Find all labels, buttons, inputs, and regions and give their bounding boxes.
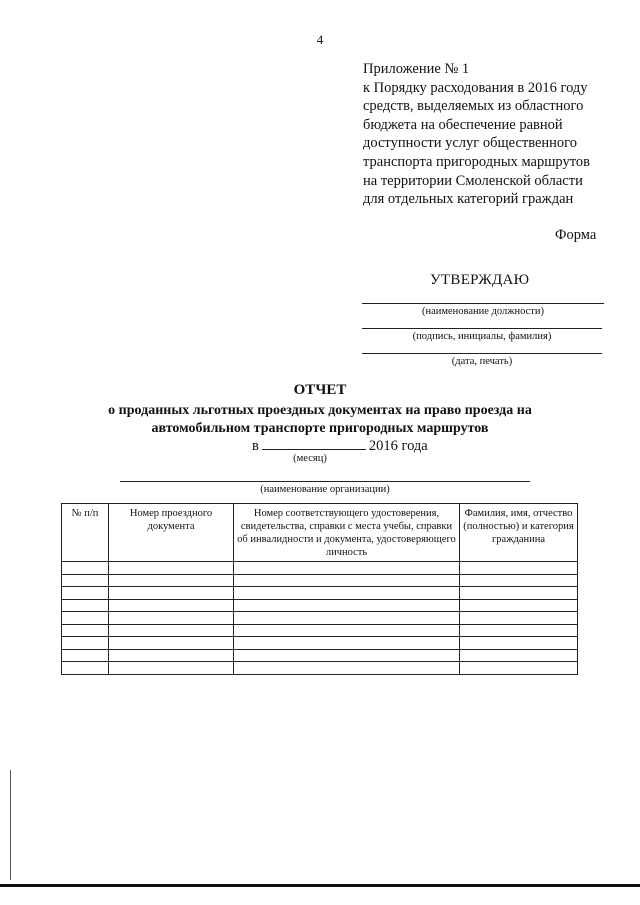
position-signature-line <box>362 303 604 304</box>
table-row <box>62 612 578 625</box>
scan-edge-mark <box>10 770 11 880</box>
table-row <box>62 662 578 675</box>
report-subtitle <box>0 402 640 437</box>
table-cell <box>109 649 234 662</box>
table-cell <box>62 562 109 575</box>
appendix-line: доступности услуг общественного <box>363 135 578 152</box>
month-blank-field <box>262 437 366 450</box>
table-cell <box>62 662 109 675</box>
table-cell <box>234 662 460 675</box>
table-row <box>62 637 578 650</box>
table-cell <box>62 637 109 650</box>
table-cell <box>62 649 109 662</box>
table-cell <box>109 587 234 600</box>
report-table <box>61 503 578 675</box>
table-cell <box>460 599 578 612</box>
signature-caption: (подпись, инициалы, фамилия) <box>412 331 552 342</box>
date-caption: (дата, печать) <box>451 356 513 367</box>
table-cell <box>109 612 234 625</box>
month-suffix: 2016 года <box>368 438 428 454</box>
table-row <box>62 599 578 612</box>
table-cell <box>109 599 234 612</box>
page-number: 4 <box>316 32 324 47</box>
report-title: ОТЧЕТ <box>293 382 347 398</box>
month-caption: (месяц) <box>293 453 327 464</box>
table-cell <box>234 637 460 650</box>
header-document-number: Номер соответствующего удостоверения, свидетельства, справки с места учебы, справки об инвалидности и документа, удостоверяющего личность <box>234 504 460 562</box>
organization-caption: (наименование организации) <box>260 484 390 495</box>
appendix-line: для отдельных категорий граждан <box>363 191 574 208</box>
position-caption: (наименование должности) <box>421 306 545 317</box>
table-cell <box>460 562 578 575</box>
scan-bottom-edge <box>0 884 640 887</box>
table-cell <box>234 574 460 587</box>
table-cell <box>62 574 109 587</box>
table-cell <box>460 637 578 650</box>
table-cell <box>460 612 578 625</box>
table-cell <box>62 587 109 600</box>
header-number: № п/п <box>62 504 109 562</box>
appendix-line: транспорта пригородных маршрутов <box>363 153 590 170</box>
table-cell <box>460 662 578 675</box>
table-cell <box>62 612 109 625</box>
table-row <box>62 562 578 575</box>
header-ticket-number: Номер проездного документа <box>109 504 234 562</box>
signature-line <box>362 328 602 329</box>
table-cell <box>460 574 578 587</box>
table-cell <box>234 587 460 600</box>
appendix-line: на территории Смоленской области <box>363 172 583 189</box>
report-subtitle-line: автомобильном транспорте пригородных маршрутов <box>151 420 489 436</box>
date-line <box>362 353 602 354</box>
table-cell <box>460 624 578 637</box>
table-cell <box>109 624 234 637</box>
appendix-block <box>363 60 633 209</box>
table-row <box>62 624 578 637</box>
table-cell <box>62 624 109 637</box>
table-cell <box>109 574 234 587</box>
appendix-line: бюджета на обеспечение равной <box>363 116 563 133</box>
header-full-name: Фамилия, имя, отчество (полностью) и категория гражданина <box>460 504 578 562</box>
table-cell <box>109 637 234 650</box>
table-cell <box>109 562 234 575</box>
appendix-line: к Порядку расходования в 2016 году <box>363 79 588 96</box>
table-cell <box>109 662 234 675</box>
appendix-line: средств, выделяемых из областного <box>363 98 584 115</box>
report-subtitle-line: о проданных льготных проездных документах на право проезда на <box>108 403 532 418</box>
form-label: Форма <box>555 227 597 243</box>
table-cell <box>234 599 460 612</box>
approval-heading: УТВЕРЖДАЮ <box>430 272 530 288</box>
table-row <box>62 649 578 662</box>
table-row <box>62 587 578 600</box>
table-cell <box>460 649 578 662</box>
table-cell <box>234 562 460 575</box>
month-prefix: в <box>252 438 259 454</box>
table-cell <box>460 587 578 600</box>
table-cell <box>234 649 460 662</box>
table-cell <box>234 612 460 625</box>
table-header-row <box>62 504 578 562</box>
organization-line <box>120 481 530 482</box>
appendix-line: Приложение № 1 <box>363 61 470 77</box>
table-row <box>62 574 578 587</box>
table-cell <box>234 624 460 637</box>
table-cell <box>62 599 109 612</box>
